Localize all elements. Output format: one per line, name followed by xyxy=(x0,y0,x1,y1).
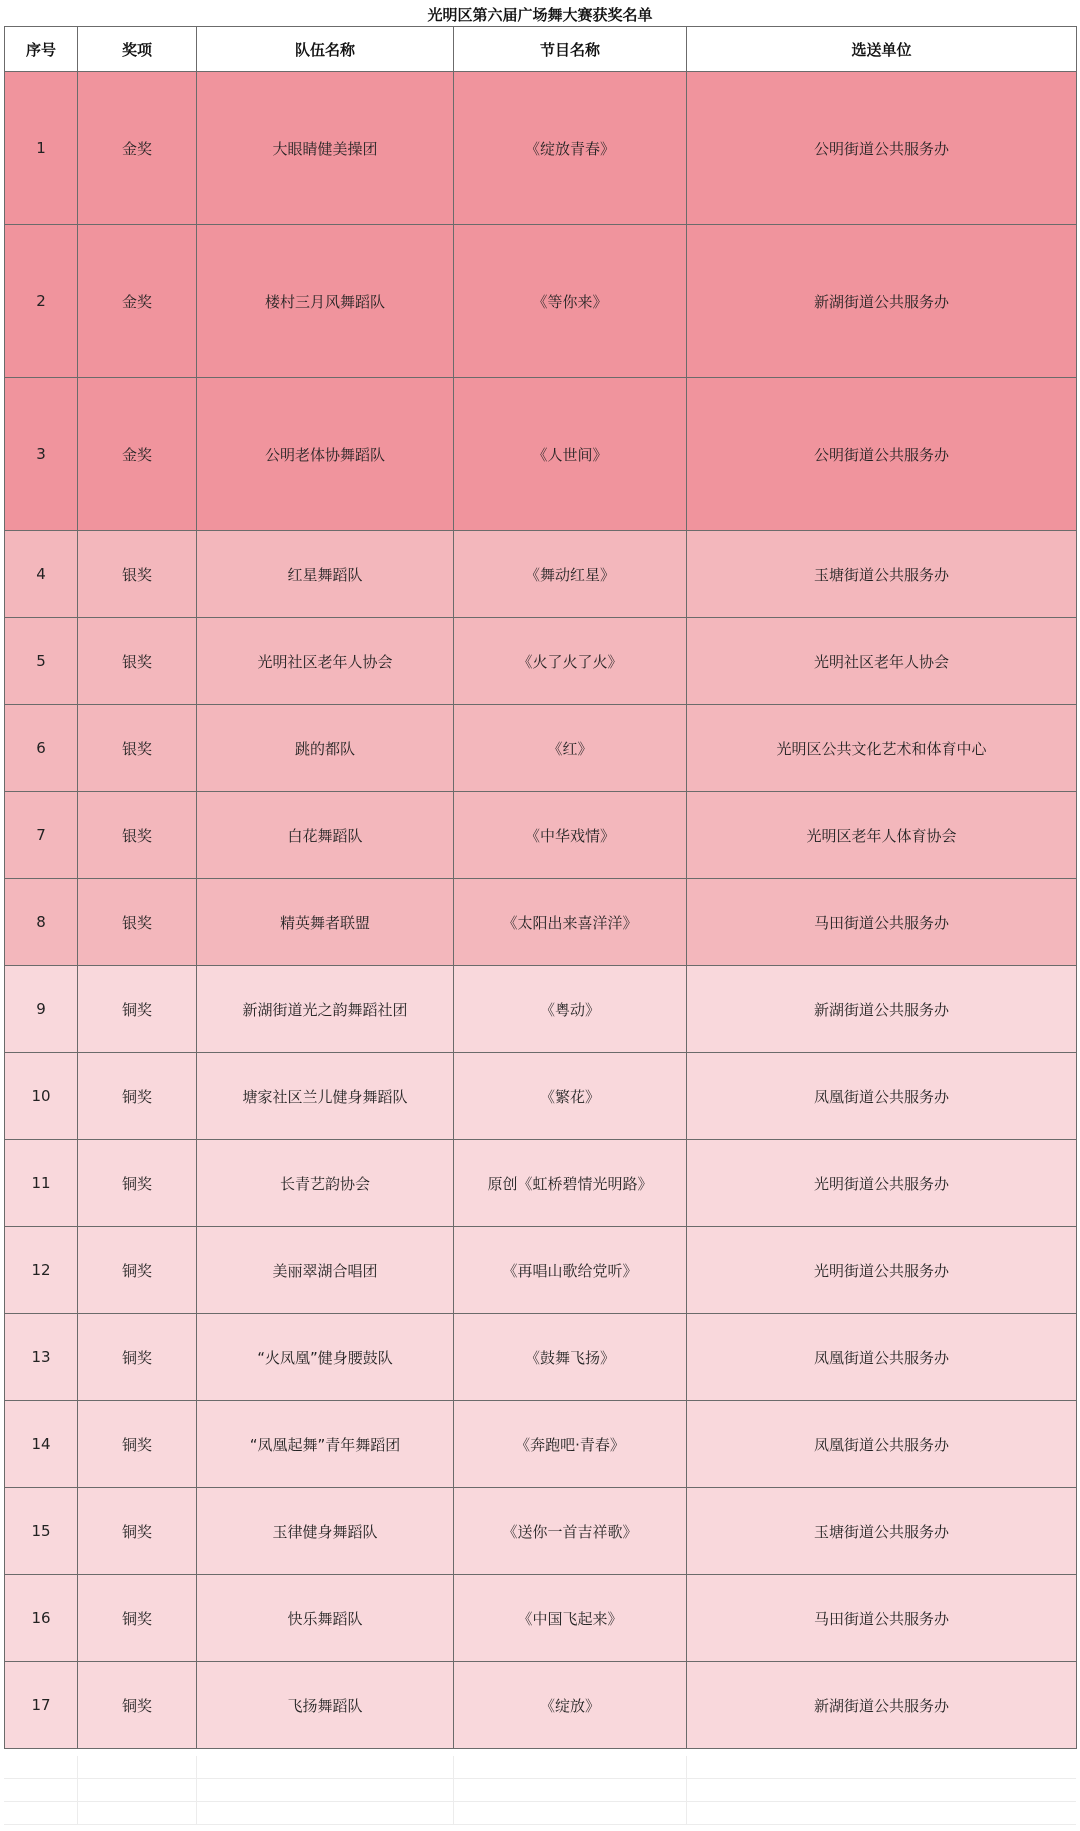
cell-no: 4 xyxy=(5,531,78,618)
table-row xyxy=(5,1401,1077,1488)
cell-program: 原创《虹桥碧情光明路》 xyxy=(454,1140,687,1227)
cell-program: 《等你来》 xyxy=(454,225,687,378)
cell-award: 铜奖 xyxy=(78,1053,197,1140)
table-row xyxy=(5,792,1077,879)
cell-team: 精英舞者联盟 xyxy=(197,879,454,966)
cell-unit: 玉塘街道公共服务办 xyxy=(687,1488,1077,1575)
cell-program: 《粤动》 xyxy=(454,966,687,1053)
table-row xyxy=(5,879,1077,966)
cell-award: 银奖 xyxy=(78,705,197,792)
cell-award: 金奖 xyxy=(78,378,197,531)
cell-unit: 光明社区老年人协会 xyxy=(687,618,1077,705)
table-row xyxy=(5,1662,1077,1749)
cell-team: 塘家社区兰儿健身舞蹈队 xyxy=(197,1053,454,1140)
award-table xyxy=(4,26,1077,1749)
table-row xyxy=(5,1140,1077,1227)
cell-unit: 新湖街道公共服务办 xyxy=(687,966,1077,1053)
cell-team: 公明老体协舞蹈队 xyxy=(197,378,454,531)
cell-program: 《鼓舞飞扬》 xyxy=(454,1314,687,1401)
empty-row xyxy=(4,1756,1076,1779)
cell-team: 红星舞蹈队 xyxy=(197,531,454,618)
cell-unit: 光明区公共文化艺术和体育中心 xyxy=(687,705,1077,792)
cell-no: 2 xyxy=(5,225,78,378)
column-header-unit: 选送单位 xyxy=(687,27,1077,72)
cell-unit: 玉塘街道公共服务办 xyxy=(687,531,1077,618)
table-row xyxy=(5,72,1077,225)
cell-team: 跳的都队 xyxy=(197,705,454,792)
table-row xyxy=(5,1227,1077,1314)
column-header-no: 序号 xyxy=(5,27,78,72)
cell-award: 金奖 xyxy=(78,225,197,378)
cell-team: “火凤凰”健身腰鼓队 xyxy=(197,1314,454,1401)
cell-no: 3 xyxy=(5,378,78,531)
cell-team: 楼村三月风舞蹈队 xyxy=(197,225,454,378)
cell-award: 银奖 xyxy=(78,618,197,705)
table-row xyxy=(5,705,1077,792)
award-sheet xyxy=(4,0,1076,1749)
cell-program: 《红》 xyxy=(454,705,687,792)
cell-team: 光明社区老年人协会 xyxy=(197,618,454,705)
cell-unit: 凤凰街道公共服务办 xyxy=(687,1053,1077,1140)
cell-award: 铜奖 xyxy=(78,1140,197,1227)
table-row xyxy=(5,966,1077,1053)
cell-no: 8 xyxy=(5,879,78,966)
column-header-award: 奖项 xyxy=(78,27,197,72)
cell-no: 7 xyxy=(5,792,78,879)
table-row xyxy=(5,618,1077,705)
empty-grid-rows xyxy=(4,1756,1076,1825)
cell-no: 12 xyxy=(5,1227,78,1314)
table-body xyxy=(5,72,1077,1749)
cell-unit: 凤凰街道公共服务办 xyxy=(687,1314,1077,1401)
cell-unit: 公明街道公共服务办 xyxy=(687,72,1077,225)
cell-no: 14 xyxy=(5,1401,78,1488)
cell-program: 《太阳出来喜洋洋》 xyxy=(454,879,687,966)
cell-no: 5 xyxy=(5,618,78,705)
cell-award: 铜奖 xyxy=(78,1575,197,1662)
table-row xyxy=(5,225,1077,378)
empty-row xyxy=(4,1779,1076,1802)
cell-no: 11 xyxy=(5,1140,78,1227)
cell-award: 铜奖 xyxy=(78,1401,197,1488)
cell-unit: 马田街道公共服务办 xyxy=(687,879,1077,966)
cell-team: 飞扬舞蹈队 xyxy=(197,1662,454,1749)
table-row xyxy=(5,1575,1077,1662)
cell-program: 《中国飞起来》 xyxy=(454,1575,687,1662)
cell-award: 铜奖 xyxy=(78,1314,197,1401)
table-row xyxy=(5,1053,1077,1140)
table-row xyxy=(5,1488,1077,1575)
cell-award: 金奖 xyxy=(78,72,197,225)
cell-team: 白花舞蹈队 xyxy=(197,792,454,879)
table-row xyxy=(5,1314,1077,1401)
cell-team: 玉律健身舞蹈队 xyxy=(197,1488,454,1575)
cell-program: 《奔跑吧·青春》 xyxy=(454,1401,687,1488)
cell-unit: 新湖街道公共服务办 xyxy=(687,1662,1077,1749)
cell-program: 《送你一首吉祥歌》 xyxy=(454,1488,687,1575)
cell-no: 13 xyxy=(5,1314,78,1401)
table-header-row xyxy=(5,27,1077,72)
cell-team: 新湖街道光之韵舞蹈社团 xyxy=(197,966,454,1053)
cell-no: 1 xyxy=(5,72,78,225)
cell-team: 美丽翠湖合唱团 xyxy=(197,1227,454,1314)
cell-program: 《绽放青春》 xyxy=(454,72,687,225)
cell-program: 《人世间》 xyxy=(454,378,687,531)
cell-unit: 光明区老年人体育协会 xyxy=(687,792,1077,879)
cell-unit: 马田街道公共服务办 xyxy=(687,1575,1077,1662)
cell-award: 银奖 xyxy=(78,879,197,966)
cell-unit: 光明街道公共服务办 xyxy=(687,1140,1077,1227)
cell-team: “凤凰起舞”青年舞蹈团 xyxy=(197,1401,454,1488)
cell-program: 《中华戏情》 xyxy=(454,792,687,879)
cell-team: 大眼睛健美操团 xyxy=(197,72,454,225)
cell-unit: 公明街道公共服务办 xyxy=(687,378,1077,531)
cell-program: 《再唱山歌给党听》 xyxy=(454,1227,687,1314)
cell-award: 铜奖 xyxy=(78,1227,197,1314)
cell-program: 《绽放》 xyxy=(454,1662,687,1749)
table-row xyxy=(5,378,1077,531)
cell-program: 《火了火了火》 xyxy=(454,618,687,705)
cell-no: 16 xyxy=(5,1575,78,1662)
cell-team: 快乐舞蹈队 xyxy=(197,1575,454,1662)
cell-award: 银奖 xyxy=(78,531,197,618)
page-title: 光明区第六届广场舞大赛获奖名单 xyxy=(427,6,653,24)
empty-row xyxy=(4,1802,1076,1825)
cell-award: 银奖 xyxy=(78,792,197,879)
cell-award: 铜奖 xyxy=(78,1662,197,1749)
column-header-team: 队伍名称 xyxy=(197,27,454,72)
cell-unit: 光明街道公共服务办 xyxy=(687,1227,1077,1314)
cell-program: 《舞动红星》 xyxy=(454,531,687,618)
cell-no: 15 xyxy=(5,1488,78,1575)
cell-no: 6 xyxy=(5,705,78,792)
cell-no: 17 xyxy=(5,1662,78,1749)
cell-unit: 新湖街道公共服务办 xyxy=(687,225,1077,378)
cell-program: 《繁花》 xyxy=(454,1053,687,1140)
cell-award: 铜奖 xyxy=(78,1488,197,1575)
cell-team: 长青艺韵协会 xyxy=(197,1140,454,1227)
cell-no: 10 xyxy=(5,1053,78,1140)
column-header-program: 节目名称 xyxy=(454,27,687,72)
cell-no: 9 xyxy=(5,966,78,1053)
cell-unit: 凤凰街道公共服务办 xyxy=(687,1401,1077,1488)
cell-award: 铜奖 xyxy=(78,966,197,1053)
table-row xyxy=(5,531,1077,618)
